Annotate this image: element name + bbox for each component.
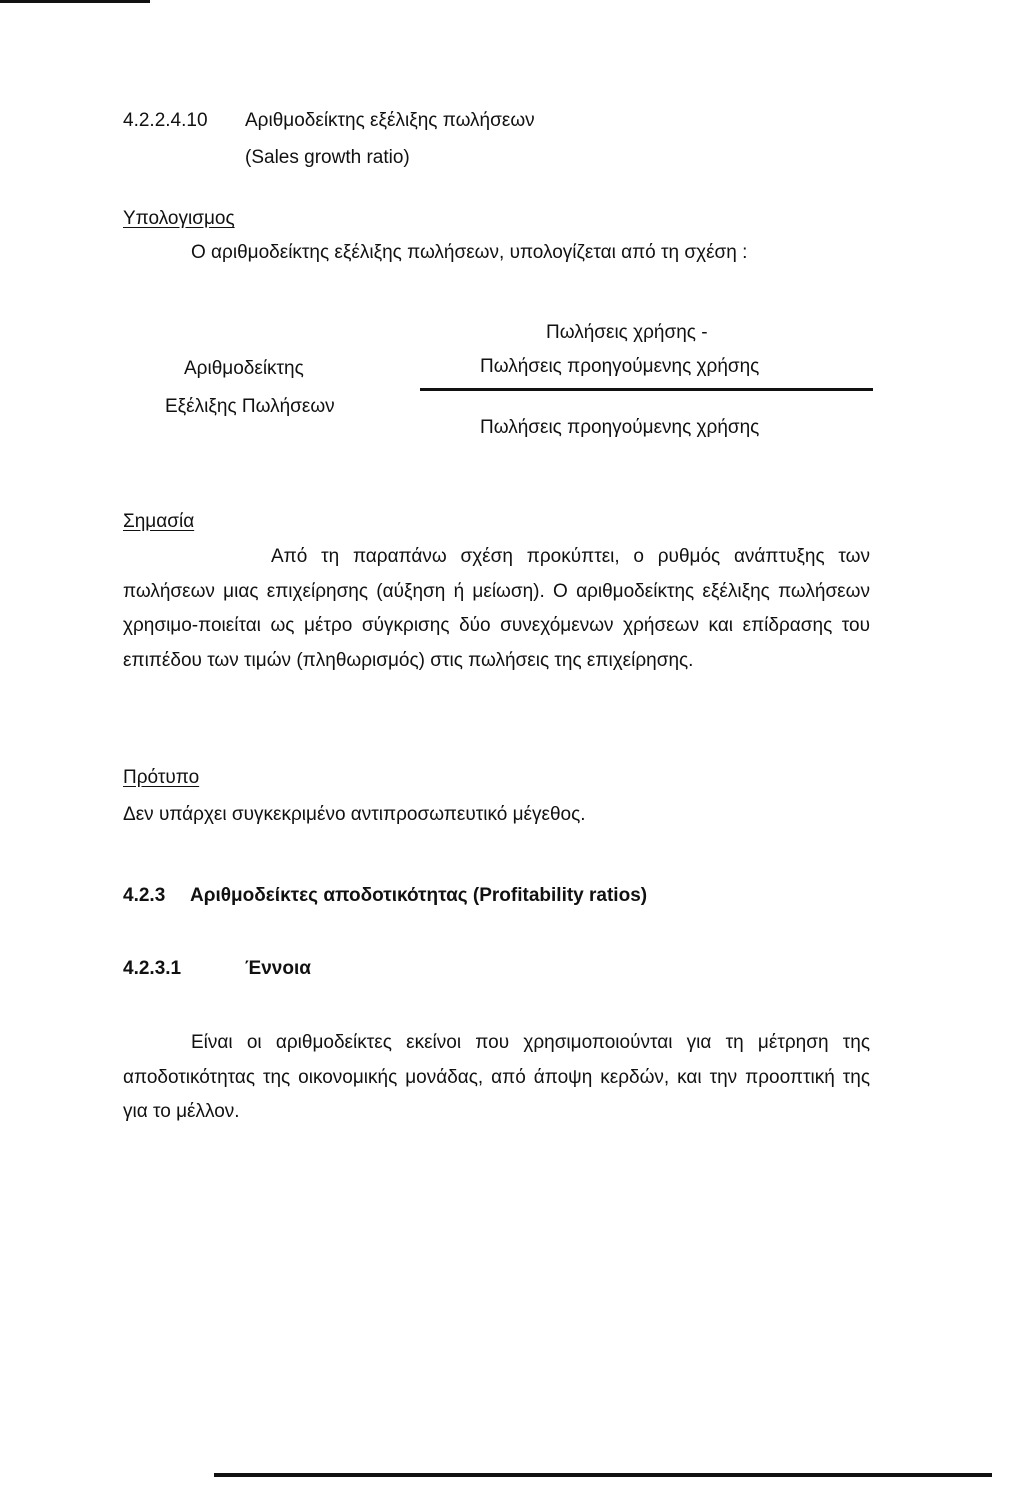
standard-text: Δεν υπάρχει συγκεκριμένο αντιπροσωπευτικό μέγεθος. (123, 804, 586, 825)
standard-heading: Πρότυπο (123, 767, 200, 788)
significance-heading: Σημασία (123, 511, 195, 532)
significance-text: Από τη παραπάνω σχέση προκύπτει, ο ρυθμός ανάπτυξης των πωλήσεων μιας επιχείρησης (αύξηση ή μείωση). Ο αριθμοδείκτης εξέλιξης πωλήσεων χρησιμο-ποιείται ως μέτρο σύγκρισης δύο συνεχόμενων χρήσεων και επίδρασης του επιπέδου των τιμών (πληθωρισμός) στις πωλήσεις της επιχείρησης. (123, 546, 870, 671)
bottom-edge-rule (214, 1473, 992, 1477)
fraction-bar (420, 388, 873, 391)
section-4-2-3-number: 4.2.3 (123, 885, 166, 906)
section-number: 4.2.2.4.10 (123, 110, 208, 131)
top-edge-rule (0, 0, 150, 3)
calculation-intro: Ο αριθμοδείκτης εξέλιξης πωλήσεων, υπολογίζεται από τη σχέση : (191, 242, 748, 263)
section-4-2-3-1-number: 4.2.3.1 (123, 958, 182, 979)
formula-numerator-line1: Πωλήσεις χρήσης - (546, 322, 708, 343)
concept-text: Είναι οι αριθμοδείκτες εκείνοι που χρησιμοποιούνται για τη μέτρηση της αποδοτικότητας της οικονομικής μονάδας, από άποψη κερδών, και την προοπτική της για το μέλλον. (123, 1032, 870, 1122)
calculation-heading: Υπολογισμος (123, 208, 235, 229)
formula-lhs-line2: Εξέλιξης Πωλήσεων (165, 396, 335, 417)
section-4-2-3-1-title: Έννοια (245, 958, 311, 979)
formula-numerator-line2: Πωλήσεις προηγούμενης χρήσης (480, 356, 760, 377)
section-4-2-3-title: Αριθμοδείκτες αποδοτικότητας (Profitability ratios) (190, 885, 648, 906)
section-subtitle: (Sales growth ratio) (245, 147, 410, 168)
formula-denominator: Πωλήσεις προηγούμενης χρήσης (480, 417, 760, 438)
formula-lhs-line1: Αριθμοδείκτης (184, 358, 304, 379)
section-title: Αριθμοδείκτης εξέλιξης πωλήσεων (245, 110, 535, 131)
